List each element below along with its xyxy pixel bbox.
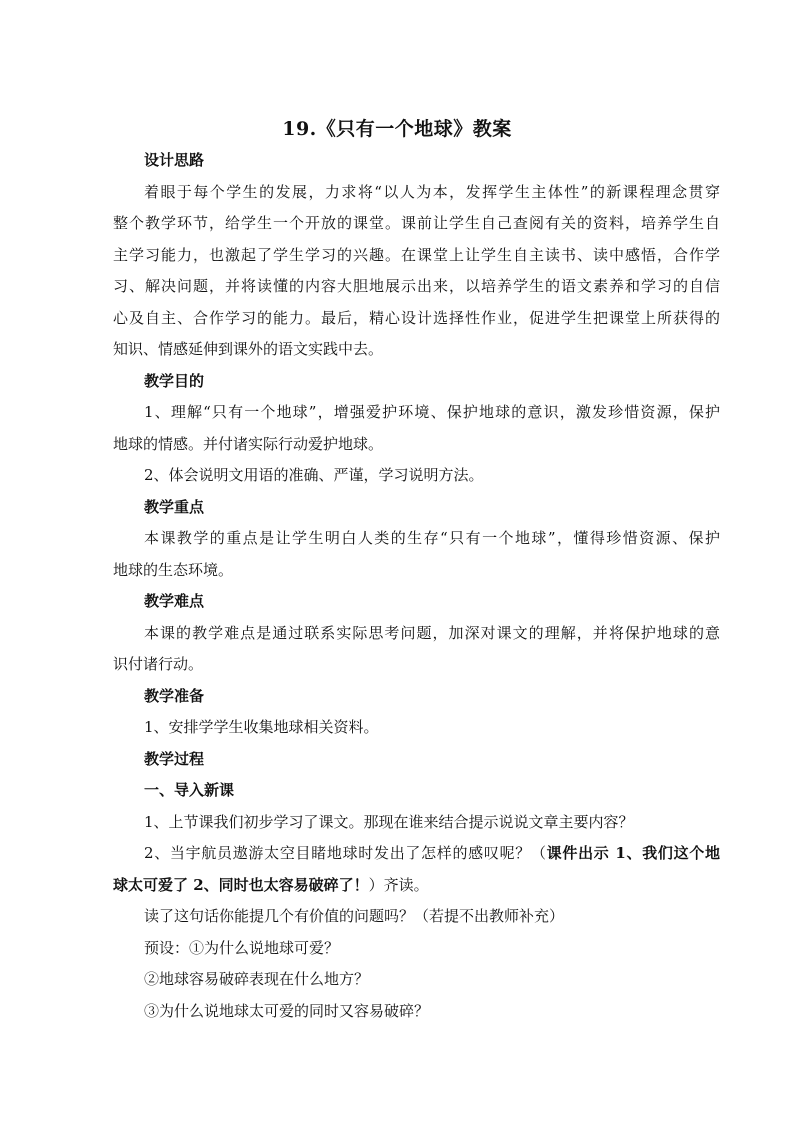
paragraph-line: 整个教学环节，给学生一个开放的课堂。课前让学生自己查阅有关的资料，培养学生自 xyxy=(113,214,720,232)
paragraph-line: 本课教学的重点是让学生明白人类的生存“只有一个地球”，懂得珍惜资源、保护 xyxy=(144,529,720,547)
courseware-text: 课件出示 1、我们这个地 xyxy=(546,844,720,862)
section-heading-process: 教学过程 xyxy=(144,749,205,768)
paragraph-line: ②地球容易破碎表现在什么地方？ xyxy=(144,970,370,988)
page-title: 19.《只有一个地球》教案 xyxy=(282,118,512,140)
paragraph-line-mixed xyxy=(113,838,720,870)
paragraph-line: 读了这句话你能提几个有价值的问题吗？（若提不出教师补充） xyxy=(144,907,565,925)
paragraph-line: 预设：①为什么说地球可爱？ xyxy=(144,938,340,957)
paragraph-line: 习、解决问题，并将读懂的内容大胆地展示出来，以培养学生的语文素养和学习的自信 xyxy=(113,277,720,295)
paragraph-line: 本课的教学难点是通过联系实际思考问题，加深对课文的理解，并将保护地球的意 xyxy=(144,623,720,642)
section-heading-design: 设计思路 xyxy=(144,151,205,169)
step-text: 2、当宇航员遨游太空目睹地球时发出了怎样的感叹呢？（ xyxy=(144,844,547,862)
section-heading-goals: 教学目的 xyxy=(144,371,205,390)
paragraph-line: 主学习能力，也激起了学生学习的兴趣。在课堂上让学生自主读书、读中感悟，合作学 xyxy=(113,245,720,264)
paragraph-line: 识付诸行动。 xyxy=(113,655,204,673)
paragraph-line: 知识、情感延伸到课外的语文实践中去。 xyxy=(113,340,384,358)
courseware-text: 球太可爱了 2、同时也太容易破碎了！ xyxy=(113,875,369,894)
paragraph-line: ③为什么说地球太可爱的同时又容易破碎？ xyxy=(144,1001,430,1020)
paragraph-line: 1、上节课我们初步学习了课文。那现在谁来结合提示说说文章主要内容？ xyxy=(144,812,634,831)
section-heading-focus: 教学重点 xyxy=(144,497,205,516)
paragraph-line: 心及自主、合作学习的能力。最后，精心设计选择性作业，促进学生把课堂上所获得的 xyxy=(113,308,720,327)
paragraph-line: 1、安排学学生收集地球相关资料。 xyxy=(144,718,379,736)
paragraph-line: 地球的生态环境。 xyxy=(113,560,234,579)
paragraph-line: 地球的情感。并付诸实际行动爱护地球。 xyxy=(113,434,384,453)
paragraph-line-mixed xyxy=(113,870,720,902)
section-heading-prep: 教学准备 xyxy=(144,686,205,705)
document-body xyxy=(113,145,720,1027)
step-text: ）齐读。 xyxy=(368,875,429,894)
paragraph-line: 2、体会说明文用语的准确、严谨，学习说明方法。 xyxy=(144,466,484,484)
paragraph-line: 着眼于每个学生的发展，力求将“以人为本，发挥学生主体性”的新课程理念贯穿 xyxy=(144,182,720,201)
section-heading-difficulty: 教学难点 xyxy=(144,592,205,610)
paragraph-line: 1、理解“只有一个地球”，增强爱护环境、保护地球的意识，激发珍惜资源，保护 xyxy=(144,403,720,421)
step-heading: 一、导入新课 xyxy=(144,781,235,799)
